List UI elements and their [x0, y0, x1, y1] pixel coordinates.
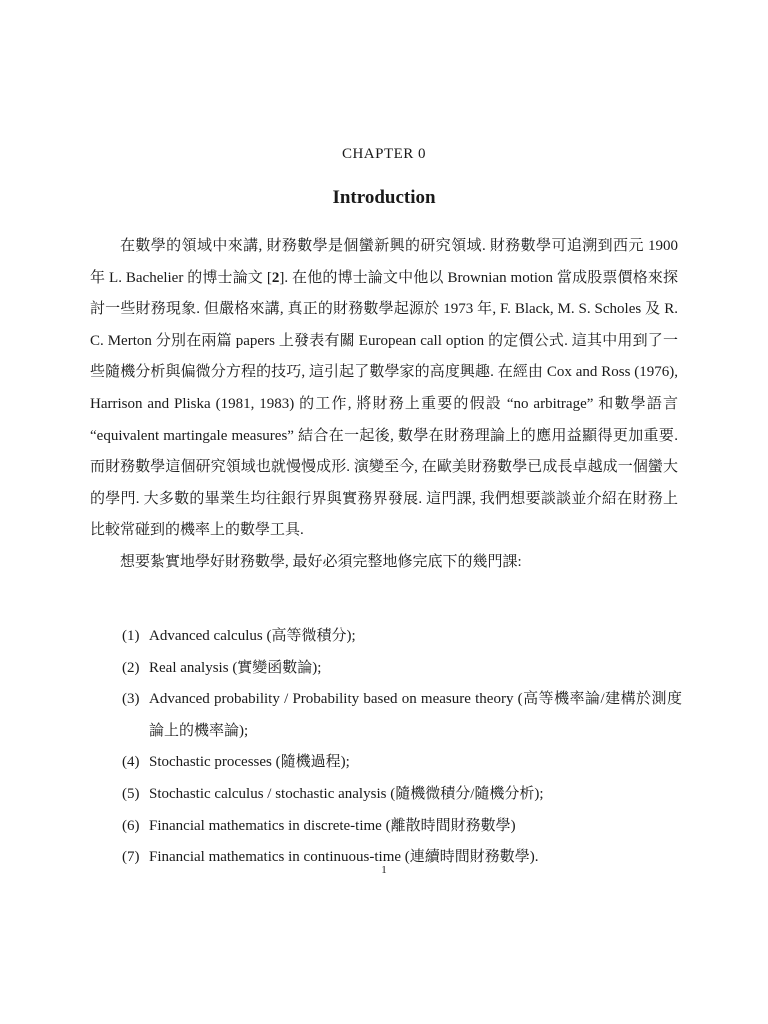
- course-list-item: [122, 747, 682, 779]
- intro-text-part1: 在數學的領域中來講, 財務數學是個蠻新興的研究領域. 財務數學可追溯到西元 1900 年 L. Bachelier 的博士論文 [: [90, 238, 678, 286]
- citation-reference: 2: [271, 269, 280, 286]
- course-item-number: (1): [122, 628, 140, 644]
- course-item-text: Real analysis (實變函數論);: [149, 659, 322, 676]
- course-list-item: [122, 621, 682, 653]
- chapter-label: CHAPTER 0: [341, 146, 427, 162]
- course-item-number: (7): [122, 849, 140, 866]
- course-item-text: Stochastic calculus / stochastic analysis (隨機微積分/隨機分析);: [149, 785, 544, 802]
- course-list: [122, 621, 682, 874]
- page-number: 1: [381, 864, 387, 876]
- course-item-number: (5): [122, 785, 140, 802]
- course-item-text: Stochastic processes (隨機過程);: [149, 754, 350, 771]
- course-list-item: [122, 779, 682, 811]
- course-list-item: [122, 653, 682, 685]
- course-item-text: Financial mathematics in discrete-time (離散時間財務數學): [149, 817, 516, 834]
- intro-paragraph: [90, 231, 678, 547]
- course-item-text: Advanced probability / Probability based on measure theory (高等機率論/建構於測度論上的機率論);: [149, 691, 682, 739]
- courses-intro-paragraph: 想要紮實地學好財務數學, 最好必須完整地修完底下的幾門課:: [120, 554, 522, 570]
- course-item-number: (2): [122, 659, 140, 676]
- course-item-text: Advanced calculus (高等微積分);: [149, 628, 356, 644]
- course-list-item: [122, 684, 682, 747]
- chapter-title: Introduction: [332, 187, 436, 208]
- intro-text-part2: ]. 在他的博士論文中他以 Brownian motion 當成股票價格來探討一些財務現象. 但嚴格來講, 真正的財務數學起源於 1973 年, F. Black, M. S. Scholes 及 R. C. Merton 分別在兩篇 papers 上發表有關 European call option 的定價公式. 這其中用到了一些隨機分析與偏微分方程的技巧, 這引起了數學家的高度興趣. 在經由 Cox and Ross (1976), Harrison and Pliska (1981, 1983) 的工作, 將財務上重要的假設 “no arbitrage” 和數學語言 “equivalent martingale measures” 結合在一起後, 數學在財務理論上的應用益顯得更加重要. 而財務數學這個研究領域也就慢慢成形. 演變至今, 在歐美財務數學已成長卓越成一個蠻大的學門. 大多數的畢業生均往銀行界與實務界發展. 這門課, 我們想要談談並介紹在財務上比較常碰到的機率上的數學工具.: [90, 269, 678, 539]
- course-item-number: (4): [122, 754, 140, 771]
- course-item-number: (3): [122, 691, 140, 708]
- course-item-number: (6): [122, 817, 140, 834]
- course-list-item: [122, 811, 682, 843]
- course-item-text: Financial mathematics in continuous-time (連續時間財務數學).: [149, 849, 539, 866]
